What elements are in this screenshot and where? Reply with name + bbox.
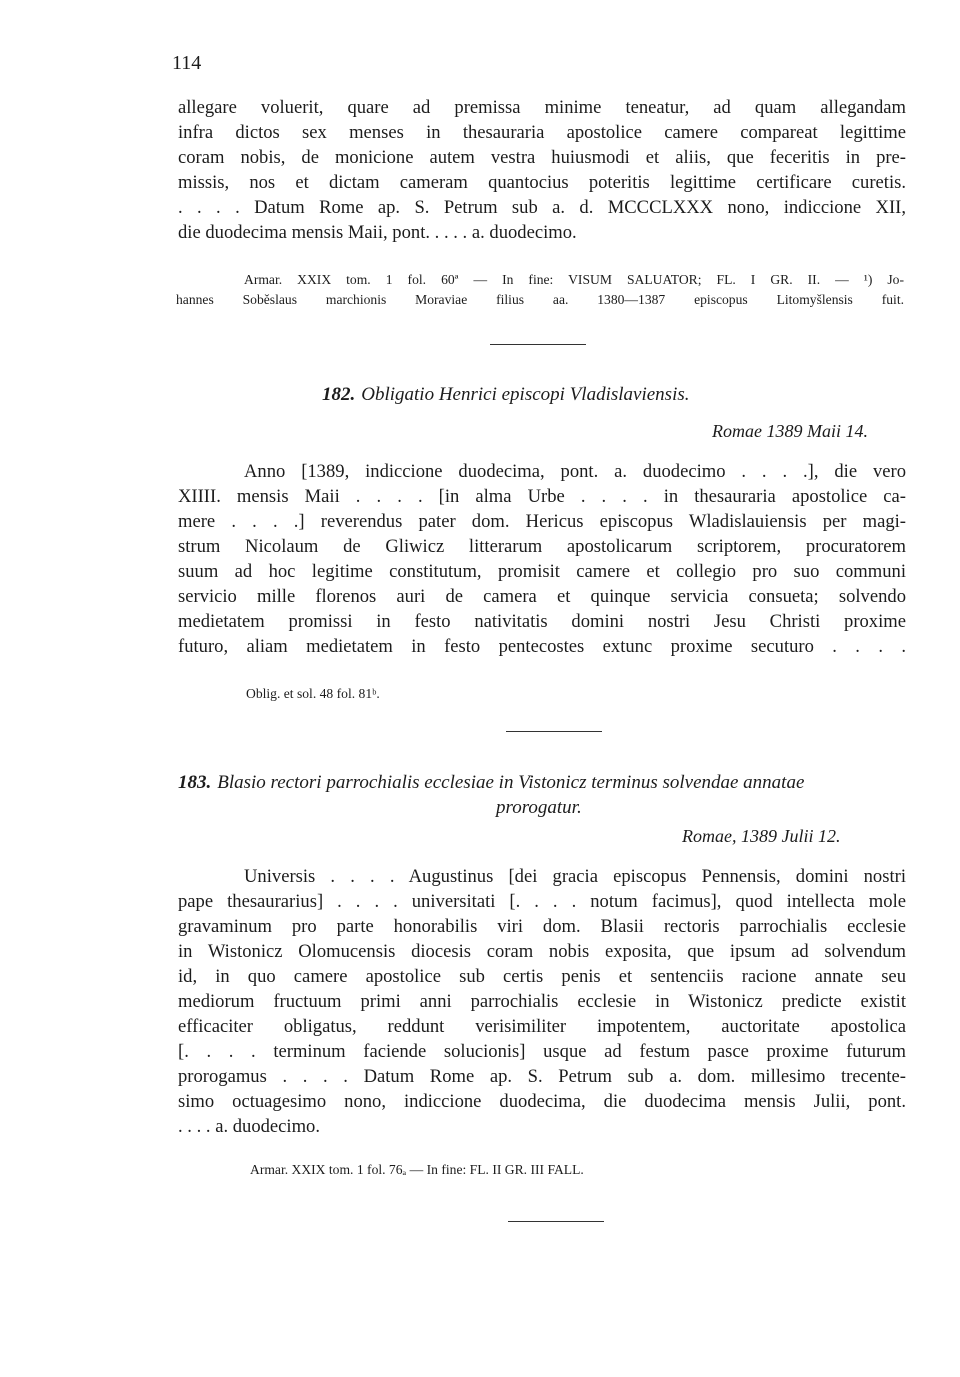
text-line: . . . . Datum Rome ap. S. Petrum sub a. d. MCCCLXXX nono, indiccione XII, [178,197,906,218]
text-line: pape thesaurarius] . . . . universitati [. . . . notum facimus], quod intellecta mole [178,891,906,912]
doc183-dateline: Romae, 1389 Julii 12. [682,826,841,846]
doc182-source: Oblig. et sol. 48 fol. 81ᵇ. [246,686,380,701]
doc182-text [178,459,906,659]
text-line: coram nobis, de monicione autem vestra huiusmodi et aliis, que feceritis in pre- [178,147,906,168]
text-line: allegare voluerit, quare ad premissa minime teneatur, ad quam allegandam [178,97,906,118]
doc182-dateline: Romae 1389 Maii 14. [712,421,868,441]
text-line: servicio mille florenos auri de camera et quinque servicia consueta; solvendo [178,586,906,607]
text-line: suum ad hoc legitime constitutum, promisit camere et collegio pro suo communi [178,561,906,582]
text-line: futuro, aliam medietatem in festo pentecostes extunc proxime secuturo . . . . [178,636,906,657]
intro-footnote [176,270,904,310]
text-line: infra dictos sex menses in thesauraria apostolice camere compareat legittime [178,122,906,143]
note-line: hannes Soběslaus marchionis Moraviae filius aa. 1380—1387 episcopus Litomyšlensis fuit. [176,292,904,307]
text-line: prorogamus . . . . Datum Rome ap. S. Petrum sub a. dom. millesimo trecente- [178,1066,906,1087]
text-line: XIIII. mensis Maii . . . . [in alma Urbe . . . . in thesauraria apostolice ca- [178,486,906,507]
text-line: die duodecima mensis Maii, pont. . . . . a. duodecimo. [178,222,577,243]
doc183-number: 183. [178,772,212,793]
text-line: . . . . a. duodecimo. [178,1116,321,1137]
doc183-text [178,864,906,1139]
intro-paragraph [178,95,906,245]
separator-rule [490,344,586,345]
note-line: Armar. XXIX tom. 1 fol. 60ª — In fine: VISUM SALUATOR; FL. I GR. II. — ¹) Jo- [244,272,904,287]
doc183-heading [178,772,804,794]
doc183-title-continued: prorogatur. [496,797,582,818]
doc183-source: Armar. XXIX tom. 1 fol. 76ₐ — In fine: FL. II GR. III FALL. [250,1162,584,1177]
separator-rule [508,1221,604,1222]
text-line: mere . . . .] reverendus pater dom. Hericus episcopus Wladislauiensis per magi- [178,511,906,532]
doc183-title: Blasio rectori parrochialis ecclesiae in Vistonicz terminus solvendae annatae [217,772,805,793]
text-line: simo octuagesimo nono, indiccione duodecima, die duodecima mensis Julii, pont. [178,1091,906,1112]
page-number: 114 [172,52,202,74]
text-line: [. . . . terminum faciende solucionis] usque ad festum pasce proxime futurum [178,1041,906,1062]
doc182-title: Obligatio Henrici episcopi Vladislaviensis. [361,384,690,405]
text-line: mediorum fructuum primi anni parrochialis ecclesie in Wistonicz predicte existit [178,991,906,1012]
text-line: id, in quo camere apostolice sub certis penis et sentenciis racione annate seu [178,966,906,987]
separator-rule [506,731,602,732]
text-line: efficaciter obligatus, reddunt verisimiliter impotentem, auctoritate apostolica [178,1016,906,1037]
text-line: medietatem promissi in festo nativitatis domini nostri Jesu Christi proxime [178,611,906,632]
doc182-number: 182. [322,384,356,405]
text-line: Universis . . . . Augustinus [dei gracia episcopus Pennensis, domini nostri [244,866,906,887]
text-line: gravaminum pro parte honorabilis viri dom. Blasii rectoris parrochialis ecclesie [178,916,906,937]
text-line: strum Nicolaum de Gliwicz litterarum apostolicarum scriptorem, procuratorem [178,536,906,557]
text-line: Anno [1389, indiccione duodecima, pont. a. duodecimo . . . .], die vero [244,461,906,482]
doc182-heading [322,384,690,406]
text-line: in Wistonicz Olomucensis diocesis coram nobis exposita, que ipsum ad solvendum [178,941,906,962]
text-line: missis, nos et dictam cameram quantocius poteritis legittime certificare curetis. [178,172,906,193]
